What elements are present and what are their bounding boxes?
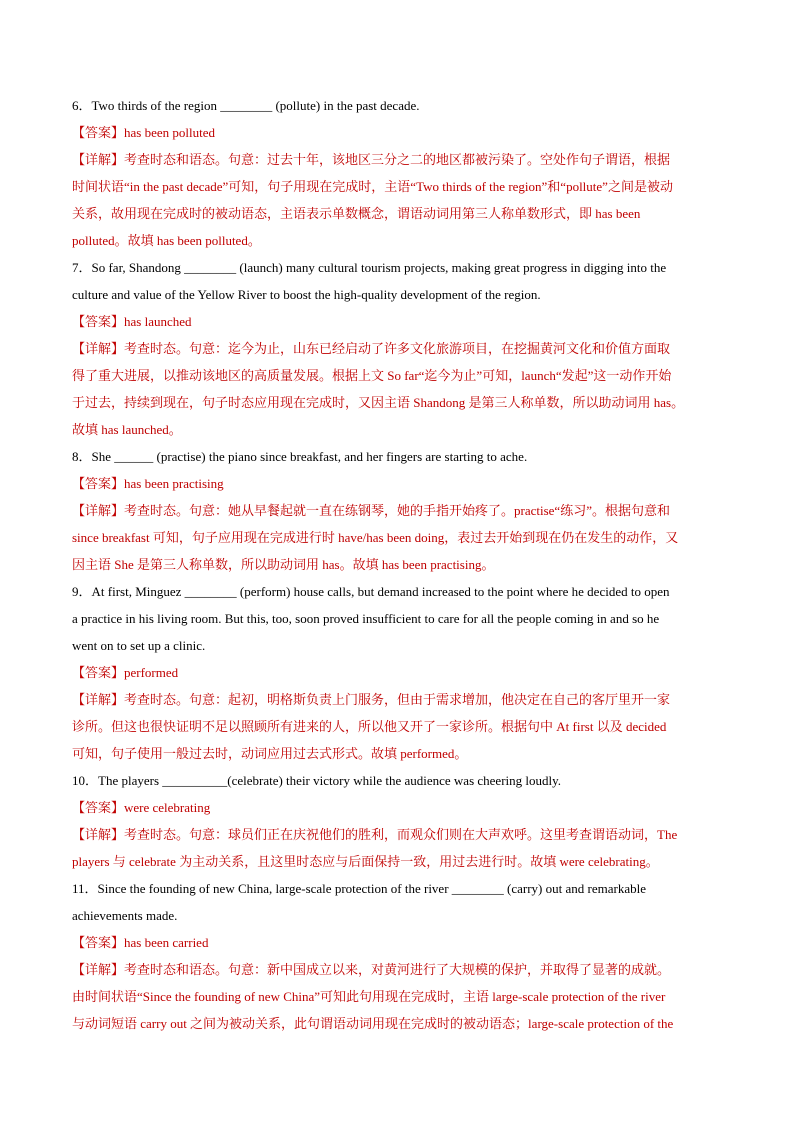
question-7-line-1: 7．So far, Shandong ________ (launch) many cultural tourism projects, making great progress in digging into the: [72, 260, 667, 275]
explanation-11-line-2: 由时间状语“Since the founding of new China”可知此句用现在完成时，主语 large-scale protection of the river: [72, 989, 666, 1004]
question-7-line-2: culture and value of the Yellow River to boost the high-quality development of the region.: [72, 287, 541, 302]
question-9-line-2: a practice in his living room. But this, too, soon proved insufficient to care for all the people coming in and so he: [72, 611, 660, 626]
answer-7: 【答案】has launched: [72, 314, 192, 329]
answer-8: 【答案】has been practising: [72, 476, 224, 491]
explanation-6-line-3: 关系，故用现在完成时的被动语态，主语表示单数概念，谓语动词用第三人称单数形式，即 has been: [72, 206, 641, 221]
explanation-7-line-4: 故填 has launched。: [72, 422, 182, 437]
question-10: 10．The players __________(celebrate) their victory while the audience was cheering loudly.: [72, 773, 562, 788]
question-11-line-1: 11．Since the founding of new China, large-scale protection of the river ________ (carry) out and remarkable: [72, 881, 646, 896]
explanation-8-line-1: 【详解】考查时态。句意：她从早餐起就一直在练钢琴，她的手指开始疼了。practise“练习”。根据句意和: [72, 503, 670, 518]
answer-10: 【答案】were celebrating: [72, 800, 211, 815]
explanation-8-line-3: 因主语 She 是第三人称单数，所以助动词用 has。故填 has been practising。: [72, 557, 495, 572]
explanation-11-line-1: 【详解】考查时态和语态。句意：新中国成立以来，对黄河进行了大规模的保护，并取得了显著的成就。: [72, 962, 671, 977]
question-8: 8．She ______ (practise) the piano since breakfast, and her fingers are starting to ache.: [72, 449, 528, 464]
explanation-11-line-3: 与动词短语 carry out 之间为被动关系，此句谓语动词用现在完成时的被动语态；large-scale protection of the: [72, 1016, 674, 1031]
explanation-6-line-4: polluted。故填 has been polluted。: [72, 233, 261, 248]
explanation-10-line-2: players 与 celebrate 为主动关系，且这里时态应与后面保持一致，用过去进行时。故填 were celebrating。: [72, 854, 659, 869]
explanation-7-line-3: 于过去，持续到现在，句子时态应用现在完成时，又因主语 Shandong 是第三人称单数，所以助动词用 has。: [72, 395, 685, 410]
explanation-9-line-3: 可知，句子使用一般过去时，动词应用过去式形式。故填 performed。: [72, 746, 468, 761]
explanation-10-line-1: 【详解】考查时态。句意：球员们正在庆祝他们的胜利，而观众们则在大声欢呼。这里考查谓语动词，The: [72, 827, 678, 842]
explanation-6-line-2: 时间状语“in the past decade”可知，句子用现在完成时，主语“Two thirds of the region”和“pollute”之间是被动: [72, 179, 673, 194]
question-9-line-3: went on to set up a clinic.: [72, 638, 206, 653]
explanation-9-line-2: 诊所。但这也很快证明不足以照顾所有进来的人，所以他又开了一家诊所。根据句中 At first 以及 decided: [72, 719, 667, 734]
explanation-8-line-2: since breakfast 可知，句子应用现在完成进行时 have/has been doing，表过去开始到现在仍在发生的动作，又: [72, 530, 679, 545]
answer-11: 【答案】has been carried: [72, 935, 209, 950]
document-page: [72, 92, 724, 1037]
explanation-6-line-1: 【详解】考查时态和语态。句意：过去十年，该地区三分之二的地区都被污染了。空处作句子谓语，根据: [72, 152, 671, 167]
explanation-7-line-2: 得了重大进展，以推动该地区的高质量发展。根据上文 So far“迄今为止”可知，launch“发起”这一动作开始: [72, 368, 672, 383]
explanation-9-line-1: 【详解】考查时态。句意：起初，明格斯负责上门服务，但由于需求增加，他决定在自己的客厅里开一家: [72, 692, 671, 707]
explanation-7-line-1: 【详解】考查时态。句意：迄今为止，山东已经启动了许多文化旅游项目，在挖掘黄河文化和价值方面取: [72, 341, 671, 356]
question-11-line-2: achievements made.: [72, 908, 178, 923]
answer-6: 【答案】has been polluted: [72, 125, 215, 140]
question-6: 6．Two thirds of the region ________ (pollute) in the past decade.: [72, 98, 420, 113]
question-9-line-1: 9．At first, Minguez ________ (perform) house calls, but demand increased to the point where he decided to open: [72, 584, 670, 599]
answer-9: 【答案】performed: [72, 665, 179, 680]
